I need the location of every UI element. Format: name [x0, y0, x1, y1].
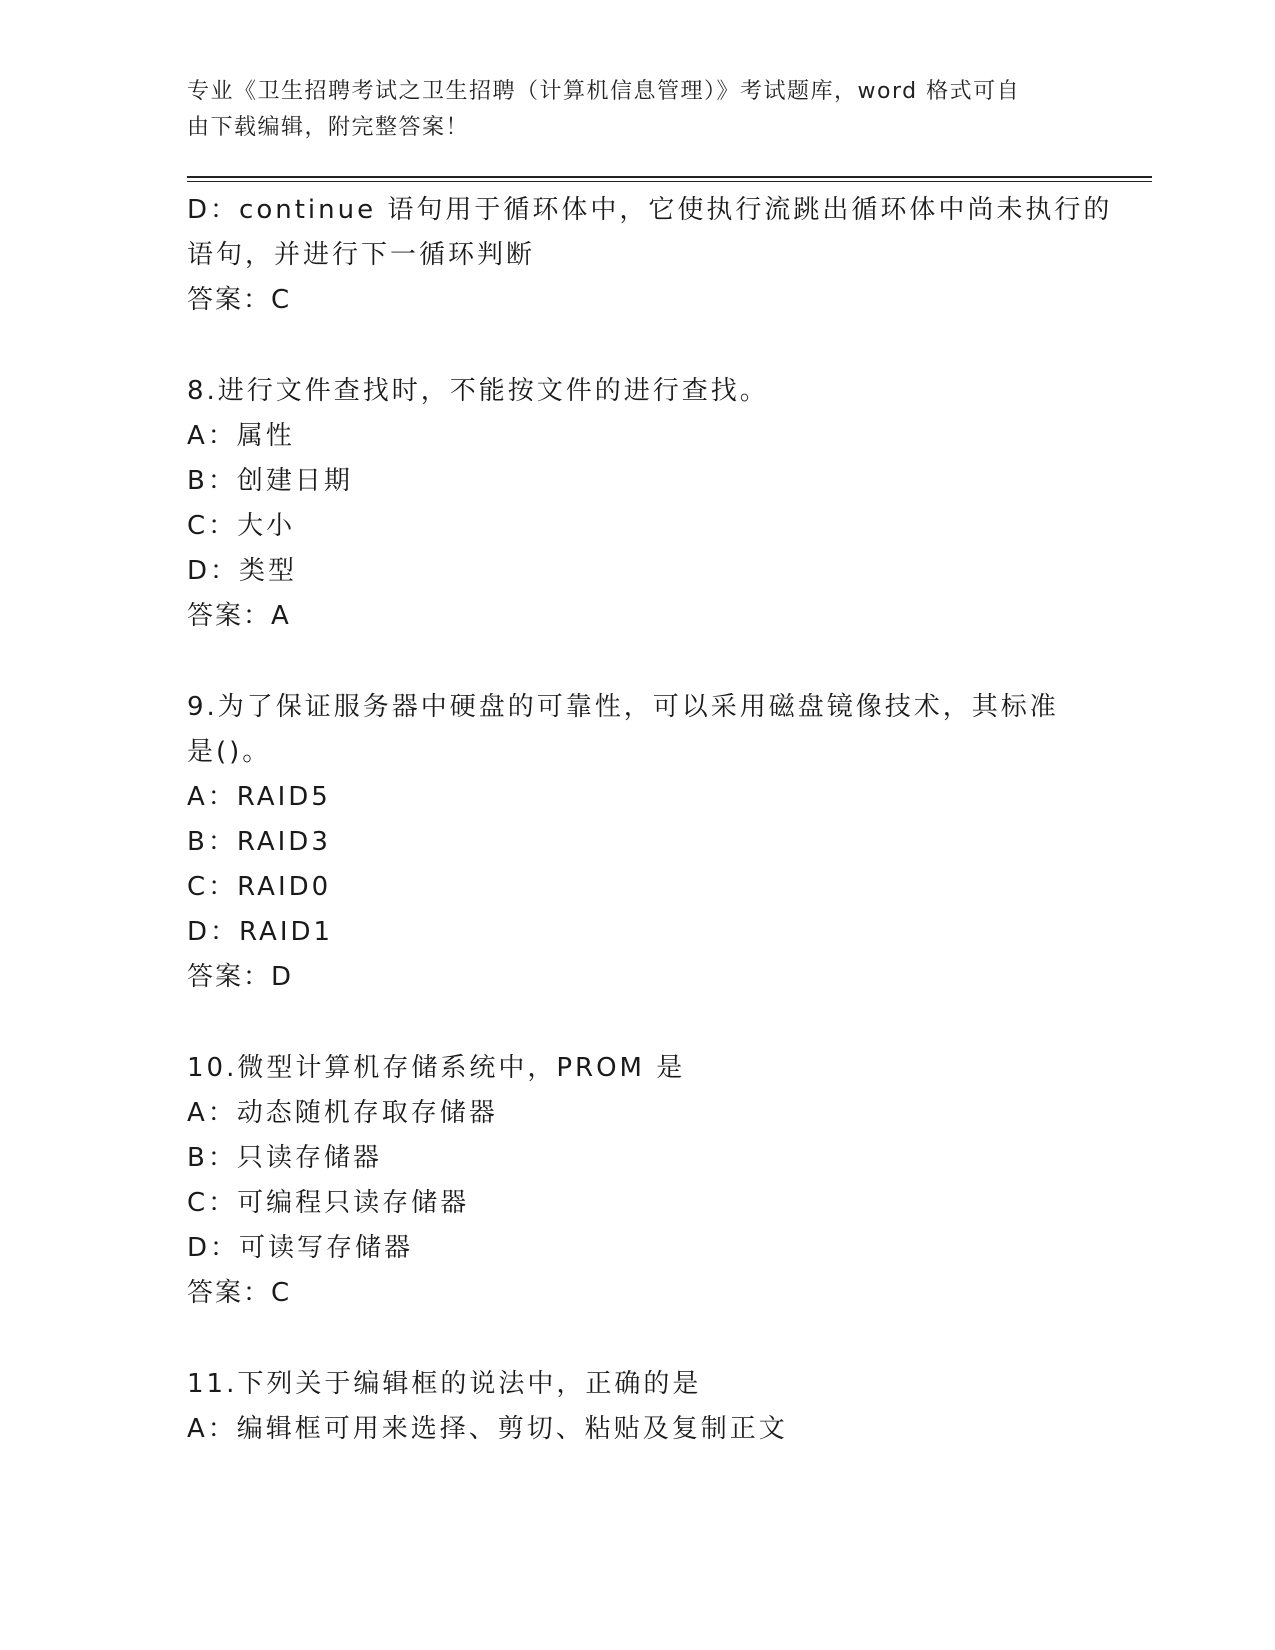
document-header	[187, 74, 1077, 146]
question-block-9	[187, 685, 1087, 1000]
option-b: B：创建日期	[187, 466, 353, 496]
header-divider-thick	[187, 176, 1152, 178]
question-stem: 8.进行文件查找时，不能按文件的进行查找。	[187, 376, 769, 406]
option-d: D：可读写存储器	[187, 1233, 414, 1263]
question-stem: 10.微型计算机存储系统中，PROM 是	[187, 1053, 686, 1083]
option-a: A：动态随机存取存储器	[187, 1098, 498, 1128]
question-stem-continued: 是()。	[187, 737, 272, 767]
option-a: A：编辑框可用来选择、剪切、粘贴及复制正文	[187, 1414, 788, 1444]
option-c: C：可编程只读存储器	[187, 1188, 470, 1218]
document-body	[187, 188, 1113, 1452]
answer: 答案：D	[187, 962, 294, 992]
question-stem: 9.为了保证服务器中硬盘的可靠性，可以采用磁盘镜像技术，其标准	[187, 692, 1059, 722]
header-line-1: 专业《卫生招聘考试之卫生招聘（计算机信息管理）》考试题库，word 格式可自	[187, 79, 1021, 104]
answer: 答案：A	[187, 601, 291, 631]
option-d: D：类型	[187, 556, 298, 586]
header-divider-thin	[187, 181, 1152, 182]
option-d-continued: 语句，并进行下一循环判断	[187, 240, 536, 270]
option-c: C：大小	[187, 511, 296, 541]
answer: 答案：C	[187, 285, 292, 315]
question-block-7	[187, 188, 1113, 323]
option-d: D：continue 语句用于循环体中，它使执行流跳出循环体中尚未执行的	[187, 195, 1113, 225]
option-c: C：RAID0	[187, 872, 332, 902]
option-b: B：只读存储器	[187, 1143, 382, 1173]
question-block-10	[187, 1046, 1087, 1316]
question-block-11	[187, 1362, 1087, 1452]
option-a: A：RAID5	[187, 782, 331, 812]
header-line-2: 由下载编辑，附完整答案！	[187, 115, 470, 140]
option-b: B：RAID3	[187, 827, 331, 857]
option-d: D：RAID1	[187, 917, 334, 947]
answer: 答案：C	[187, 1278, 292, 1308]
option-a: A：属性	[187, 421, 295, 451]
question-block-8	[187, 369, 1087, 639]
question-stem: 11.下列关于编辑框的说法中，正确的是	[187, 1369, 702, 1399]
